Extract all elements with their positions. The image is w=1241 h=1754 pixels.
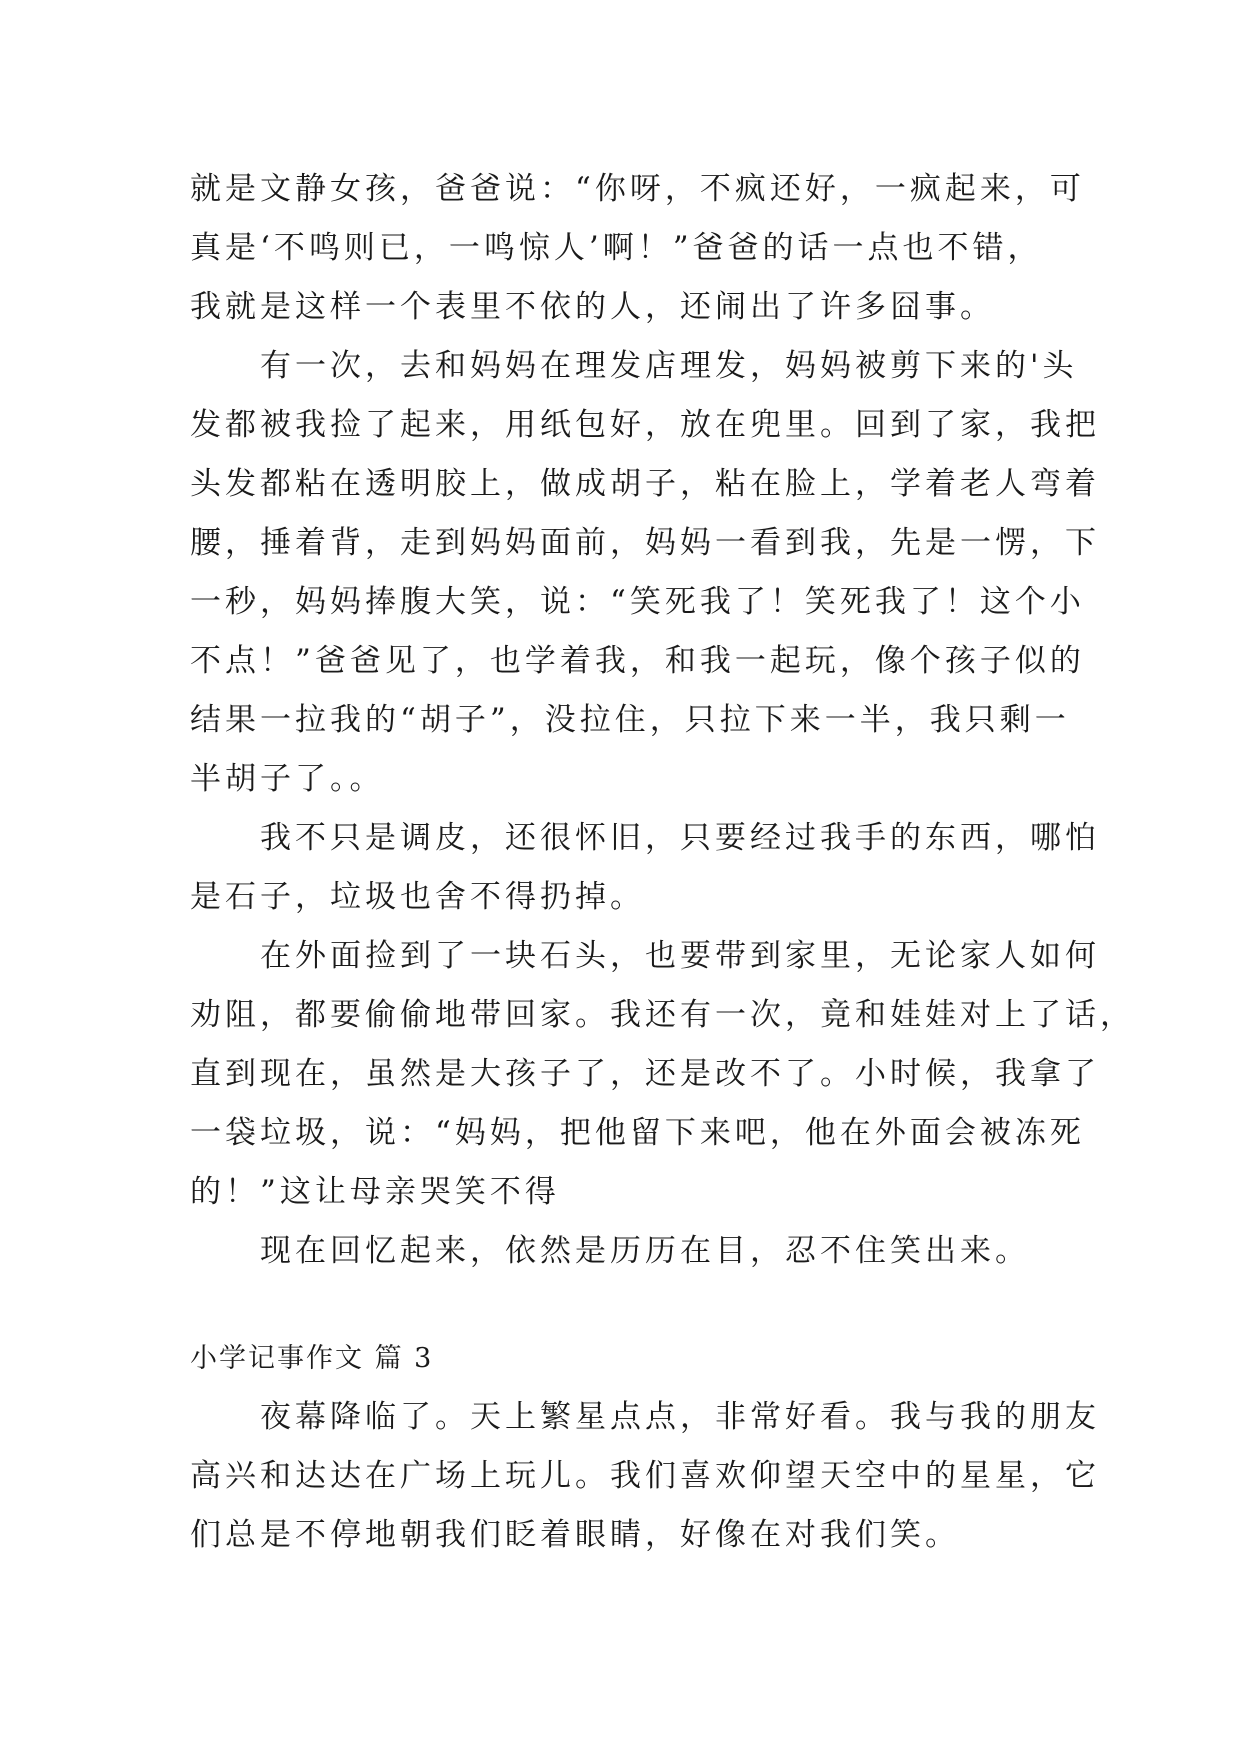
text-line: 一袋垃圾，说：“妈妈，把他留下来吧，他在外面会被冻死 bbox=[190, 1115, 1085, 1151]
text-line: 直到现在，虽然是大孩子了，还是改不了。小时候，我拿了 bbox=[190, 1056, 1100, 1092]
text-line: 劝阻，都要偷偷地带回家。我还有一次，竟和娃娃对上了话， bbox=[190, 997, 1135, 1033]
text-line: 结果一拉我的“胡子”，没拉住，只拉下来一半，我只剩一 bbox=[190, 702, 1070, 738]
text-line: 在外面捡到了一块石头，也要带到家里，无论家人如何 bbox=[190, 938, 1100, 974]
text-line: 我不只是调皮，还很怀旧，只要经过我手的东西，哪怕 bbox=[190, 820, 1100, 856]
text-line: 有一次，去和妈妈在理发店理发，妈妈被剪下来的'头 bbox=[190, 348, 1078, 384]
text-line: 真是‘不鸣则已，一鸣惊人’啊！”爸爸的话一点也不错， bbox=[190, 230, 1043, 266]
text-line: 腰，捶着背，走到妈妈面前，妈妈一看到我，先是一愣，下 bbox=[190, 525, 1100, 561]
section-heading: 小学记事作文 篇 3 bbox=[190, 1343, 434, 1374]
text-line: 头发都粘在透明胶上，做成胡子，粘在脸上，学着老人弯着 bbox=[190, 466, 1100, 502]
text-line: 一秒，妈妈捧腹大笑，说：“笑死我了！笑死我了！这个小 bbox=[190, 584, 1085, 620]
text-line: 现在回忆起来，依然是历历在目，忍不住笑出来。 bbox=[190, 1233, 1030, 1269]
text-line: 高兴和达达在广场上玩儿。我们喜欢仰望天空中的星星，它 bbox=[190, 1458, 1100, 1494]
document-body bbox=[190, 160, 1135, 1565]
text-line: 们总是不停地朝我们眨着眼睛，好像在对我们笑。 bbox=[190, 1517, 960, 1553]
text-line: 的！”这让母亲哭笑不得 bbox=[190, 1174, 560, 1210]
text-line: 半胡子了。。 bbox=[190, 761, 385, 797]
text-line: 就是文静女孩，爸爸说：“你呀，不疯还好，一疯起来，可 bbox=[190, 171, 1085, 207]
text-line: 发都被我捡了起来，用纸包好，放在兜里。回到了家，我把 bbox=[190, 407, 1100, 443]
text-line: 我就是这样一个表里不依的人，还闹出了许多囧事。 bbox=[190, 289, 995, 325]
text-line: 是石子，垃圾也舍不得扔掉。 bbox=[190, 879, 645, 915]
text-line: 不点！”爸爸见了，也学着我，和我一起玩，像个孩子似的 bbox=[190, 643, 1085, 679]
text-line: 夜幕降临了。天上繁星点点，非常好看。我与我的朋友 bbox=[190, 1399, 1100, 1435]
